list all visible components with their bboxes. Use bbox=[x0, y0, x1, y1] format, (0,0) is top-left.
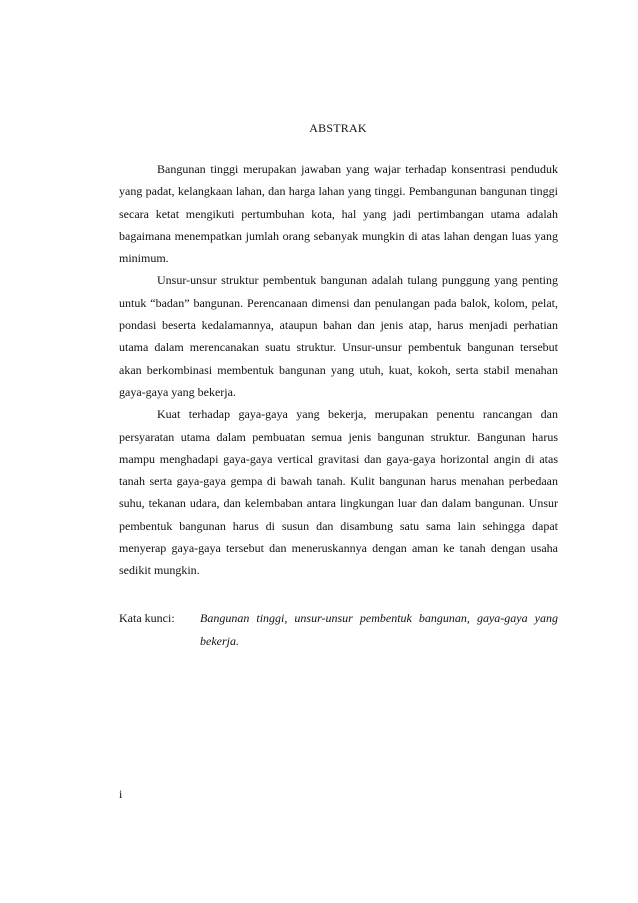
abstract-paragraph-2: Unsur-unsur struktur pembentuk bangunan adalah tulang punggung yang penting untuk “badan” bangunan. Perencanaan dimensi dan penulangan pada balok, kolom, pelat, pondasi beserta kedalamannya, ataupun bahan dan jenis atap, harus menjadi perhatian utama dalam merencanakan suatu struktur. Unsur-unsur pembentuk bangunan tersebut akan berkombinasi membentuk bangunan yang utuh, kuat, kokoh, serta stabil menahan gaya-gaya yang bekerja. bbox=[119, 273, 558, 399]
abstract-paragraph-3: Kuat terhadap gaya-gaya yang bekerja, merupakan penentu rancangan dan persyaratan utama dalam pembuatan semua jenis bangunan struktur. Bangunan harus mampu menghadapi gaya-gaya vertical gravitasi dan gaya-gaya horizontal angin di atas tanah serta gaya-gaya gempa di bawah tanah. Kulit bangunan harus menahan perbedaan suhu, tekanan udara, dan kelembaban antara lingkungan luar dan dalam bangunan. Unsur pembentuk bangunan harus di susun dan disambung satu sama lain sehingga dapat menyerap gaya-gaya tersebut dan meneruskannya dengan aman ke tanah dengan usaha sedikit mungkin. bbox=[119, 407, 558, 578]
keywords-label: Kata kunci: bbox=[119, 611, 175, 625]
keywords-text: Bangunan tinggi, unsur-unsur pembentuk bangunan, gaya-gaya yang bekerja. bbox=[200, 611, 558, 648]
abstract-title: ABSTRAK bbox=[309, 121, 367, 135]
abstract-paragraph-1: Bangunan tinggi merupakan jawaban yang wajar terhadap konsentrasi penduduk yang padat, kelangkaan lahan, dan harga lahan yang tinggi. Pembangunan bangunan tinggi secara ketat mengikuti pertumbuhan kota, hal yang jadi pertimbangan utama adalah bagaimana menempatkan jumlah orang sebanyak mungkin di atas lahan dengan luas yang minimum. bbox=[119, 162, 558, 266]
abstract-body bbox=[119, 158, 558, 582]
page-number: i bbox=[119, 787, 123, 801]
